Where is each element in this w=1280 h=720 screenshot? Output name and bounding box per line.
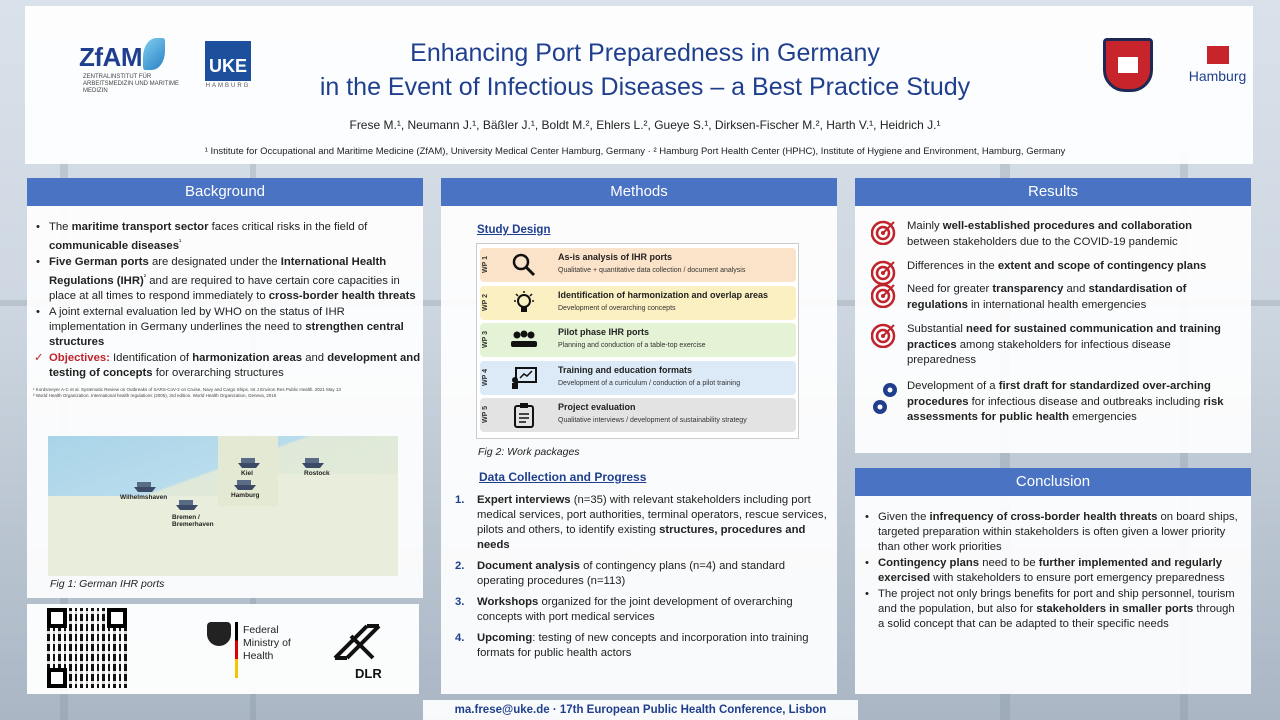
conclusion-heading: Conclusion <box>855 468 1251 496</box>
map-label: Wilhelmshaven <box>120 494 168 501</box>
ship-icon <box>302 456 324 468</box>
result-item: Differences in the extent and scope of contingency plans <box>867 259 1237 275</box>
fig2-caption: Fig 2: Work packages <box>478 446 580 458</box>
list-item: • A joint external evaluation led by WHO on the status of IHR implementation in Germany underlines the need to strengthen central structures <box>33 305 421 350</box>
result-item: Substantial need for sustained communication and training practices among stakeholders for infectious disease preparedness <box>867 322 1237 369</box>
methods-list <box>453 493 833 661</box>
work-package <box>480 248 796 282</box>
hamburg-logo: Hamburg <box>1180 46 1255 90</box>
bmg-logo: Federal Ministry of Health <box>187 618 307 678</box>
wp-title: As-is analysis of IHR ports <box>558 252 673 262</box>
wp-desc: Development of a curriculum / conduction of a pilot training <box>558 379 741 387</box>
wp-tag: WP 2 <box>482 294 489 311</box>
list-item: 2. Document analysis of contingency plans (n=4) and standard operating procedures (n=113) <box>455 560 786 587</box>
wp-desc: Qualitative + quantitative data collection / document analysis <box>558 267 746 274</box>
presentation-icon <box>504 364 544 392</box>
lightbulb-icon <box>504 289 544 317</box>
ship-icon <box>238 456 260 468</box>
wp-tag: WP 5 <box>482 406 489 424</box>
dlr-logo <box>327 618 391 682</box>
footer-contact: ma.frese@uke.de · 17th European Public Health Conference, Lisbon <box>423 700 858 720</box>
castle-icon <box>1207 46 1229 64</box>
references: ¹ Kordsmeyer A-C et al. Systematic Review on Outbreaks of SARS-CoV-2 on Cruise, Navy and Cargo Ships. Int J Environ Res Public Health. 2021 May 13 ² World Health Organization. International health regulations (2005), 3rd edition. World Health Organization, Geneva, 2016 <box>33 386 341 398</box>
eagle-icon <box>207 622 231 646</box>
wp-desc: Development of overarching concepts <box>558 304 676 312</box>
wp-tag: WP 3 <box>482 331 489 349</box>
list-item: • The project not only brings benefits for port and ship personnel, tourism and the population, but also for stakeholders in smaller ports through a solid concept that can be adapted to their specific needs <box>862 587 1242 632</box>
list-item: 3. Workshops organized for the joint development of overarching concepts with port medical services <box>455 596 793 623</box>
wp-desc: Planning and conduction of a table-top exercise <box>558 342 706 349</box>
poster-header <box>25 6 1253 164</box>
result-item: Need for greater transparency and standardisation of regulations in international health emergencies <box>867 282 1237 313</box>
map-label: Hamburg <box>231 492 260 499</box>
background-text <box>33 220 421 399</box>
list-item: • The maritime transport sector faces critical risks in the field of communicable diseases$^{^1}$ <box>33 220 421 254</box>
list-item: 1. Expert interviews (n=35) with relevant stakeholders including port medical services, port authorities, terminal operators, rescue services, pilots and others, to identify existing structures, procedures and needs <box>455 494 827 551</box>
study-design-heading: Study Design <box>477 224 551 236</box>
ship-icon <box>134 480 156 492</box>
methods-heading: Methods <box>441 178 837 206</box>
ship-icon <box>176 498 198 510</box>
work-packages-figure <box>476 243 799 439</box>
ship-icon <box>234 478 256 490</box>
wp-tag: WP 4 <box>482 369 489 386</box>
wp-tag: WP 1 <box>482 256 489 274</box>
fig1-caption: Fig 1: German IHR ports <box>50 578 165 590</box>
background-heading: Background <box>27 178 423 206</box>
work-package <box>480 361 796 395</box>
map-label: Kiel <box>241 470 253 477</box>
svg-text:DLR: DLR <box>355 666 382 681</box>
work-package <box>480 286 796 320</box>
castle-icon <box>1118 57 1138 73</box>
sail-icon <box>143 38 165 70</box>
target-icon <box>871 322 897 348</box>
list-item: • Contingency plans need to be further implemented and regularly exercised with stakeholders to ensure port emergency preparedness <box>862 556 1242 586</box>
ports-map <box>48 436 398 576</box>
work-package <box>480 398 796 432</box>
group-icon <box>504 326 544 354</box>
authors: Frese M.¹, Neumann J.¹, Bäßler J.¹, Boldt M.², Ehlers L.², Gueye S.¹, Dirksen-Fischer M.², Harth V.¹, Heidrich J.¹ <box>349 118 941 132</box>
list-item: • Given the infrequency of cross-border health threats on board ships, targeted preparation within stakeholders is often given a lower priority than other work priorities <box>862 510 1242 555</box>
magnifier-icon <box>504 251 544 279</box>
gears-icon <box>871 379 901 419</box>
poster-title: Enhancing Port Preparedness in Germany in the Event of Infectious Diseases – a Best Practice Study <box>319 39 971 101</box>
data-collection-heading: Data Collection and Progress <box>479 470 647 484</box>
funding-logos <box>27 604 419 694</box>
target-icon <box>871 282 897 308</box>
wp-title: Identification of harmonization and overlap areas <box>558 289 769 300</box>
affiliations: ¹ Institute for Occupational and Maritime Medicine (ZfAM), University Medical Center Hamburg, Germany · ² Hamburg Port Health Center (HPHC), Institute of Hygiene and Environment, Hamburg, Germany <box>204 146 1066 157</box>
result-item: Development of a first draft for standardized over-arching procedures for infectious disease and outbreaks including risk assessments for public health emergencies <box>867 379 1237 426</box>
list-item: 4. Upcoming: testing of new concepts and incorporation into training formats for public health actors <box>455 632 809 659</box>
objectives-item: ✓ Objectives: Identification of harmonization areas and development and testing of concepts for overarching structures <box>33 351 421 381</box>
uke-logo: UKE HAMBURG <box>205 41 251 91</box>
clipboard-icon <box>504 401 544 429</box>
result-item: Mainly well-established procedures and collaboration between stakeholders due to the COVID-19 pandemic <box>867 219 1237 250</box>
map-label: Bremen / Bremerhaven <box>172 514 214 528</box>
conclusion-text <box>862 510 1242 633</box>
results-list <box>855 219 1251 449</box>
wp-desc: Qualitative interviews / development of sustainability strategy <box>558 417 747 424</box>
work-package <box>480 323 796 357</box>
wp-title: Project evaluation <box>558 402 636 412</box>
results-heading: Results <box>855 178 1251 206</box>
hphc-shield-logo <box>1103 38 1153 94</box>
wp-title: Training and education formats <box>558 364 693 375</box>
wp-title: Pilot phase IHR ports <box>558 327 650 337</box>
list-item: • Five German ports are designated under the International Health Regulations (IHR)$^{^2}$ and are required to have certain core capacities in place at all times to respond immediately to cross-border health threats <box>33 255 421 304</box>
map-label: Rostock <box>304 470 330 477</box>
target-icon <box>871 219 897 245</box>
zfam-logo: ZfAM ZENTRALINSTITUT FÜR ARBEITSMEDIZIN UND MARITIME MEDIZIN <box>53 36 173 96</box>
